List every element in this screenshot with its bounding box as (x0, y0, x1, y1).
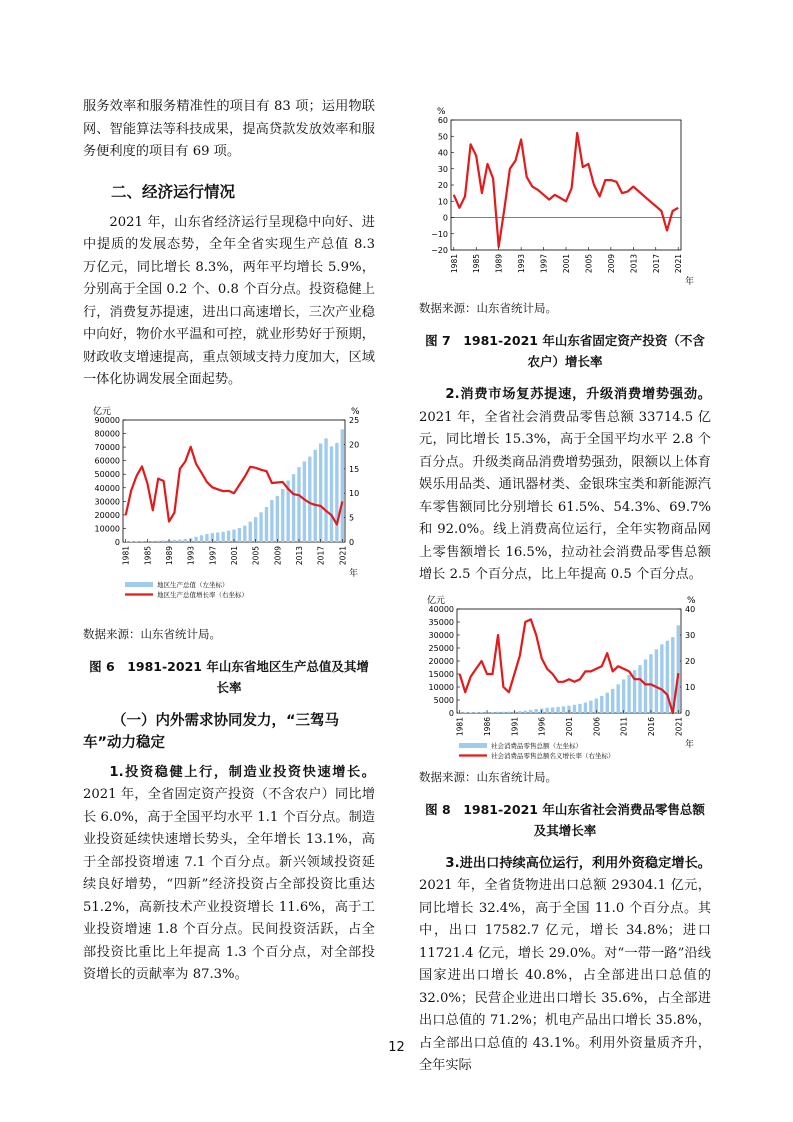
x-tick-label: 2001 (562, 254, 571, 274)
paragraph-investment-body: 2021 年，全省固定资产投资（不含农户）同比增长 6.0%，高于全国平均水平 1.1 个百分点。制造业投资延续快速增长势头，全年增长 13.1%，高于全部投资增速 7.1 个百分点。新兴领域投资延续良好增势，“四新”经济投资占全部投资比重达 51.2%，高新技术产业投资增长 11.6%，高于工业投资增速 1.8 个百分点。民间投资活跃，占全部投资比重比上年提高 1.3 个百分点，对全部投资增长的贡献率为 87.3%。 (83, 787, 375, 982)
figure-6-caption: 图 6 1981-2021 年山东省地区生产总值及其增长率 (89, 658, 369, 695)
x-tick-label: 2017 (651, 254, 661, 274)
bar (627, 675, 630, 713)
x-tick-label: 2001 (565, 716, 574, 736)
bar (243, 525, 246, 541)
right-column (419, 100, 711, 1078)
bar (584, 702, 587, 712)
bar (259, 512, 262, 542)
bar (281, 488, 284, 541)
bar (606, 692, 609, 712)
bar (276, 496, 279, 542)
x-tick-label: 1981 (455, 716, 465, 736)
bar (502, 711, 505, 712)
bar (496, 711, 499, 712)
x-tick-label: 2006 (592, 716, 602, 736)
x-tick-label: 2017 (316, 545, 326, 565)
y-unit-label: % (437, 107, 446, 117)
right-unit-label: % (351, 406, 360, 417)
y-tick-label: 0 (442, 213, 448, 223)
bar (303, 461, 306, 542)
bar (589, 700, 592, 712)
figure-7-chart (419, 100, 711, 292)
y-tick-label: 25000 (428, 643, 454, 653)
bar (216, 532, 219, 542)
y-tick-label: 20 (437, 181, 448, 190)
y-right-tick-label: 20 (349, 439, 360, 449)
bar (660, 644, 663, 713)
bar (151, 540, 154, 541)
bar (655, 649, 658, 713)
legend-label: 地区生产总值（左坐标） (157, 580, 229, 589)
bar (330, 446, 333, 542)
x-unit-label: 年 (685, 739, 695, 750)
x-tick-label: 2013 (629, 254, 639, 274)
bar (162, 540, 165, 542)
paragraph-investment-lead: 1.投资稳健上行，制造业投资快速增长。 (109, 764, 375, 780)
y-right-tick-label: 20 (685, 656, 696, 666)
legend-label: 社会消费品零售总额名义增长率（右坐标） (491, 751, 615, 760)
y-right-tick-label: 10 (685, 682, 696, 692)
x-tick-label: 1996 (537, 716, 547, 736)
figure-8-caption: 图 8 1981-2021 年山东省社会消费品零售总额及其增长率 (425, 801, 705, 838)
legend-swatch-bar (125, 582, 153, 587)
bar (135, 541, 138, 542)
y-tick-label: 60000 (94, 456, 120, 466)
bar (254, 517, 257, 542)
y-tick-label: 10000 (94, 523, 120, 533)
y-right-tick-label: 25 (349, 415, 360, 425)
bar (178, 539, 181, 541)
x-tick-label: 1985 (143, 545, 153, 565)
bar (297, 467, 300, 542)
x-tick-label: 1991 (510, 716, 520, 736)
bar (157, 540, 160, 541)
bar (194, 536, 197, 541)
bar (578, 703, 581, 712)
bar (200, 535, 203, 542)
y-tick-label: 5000 (433, 695, 454, 705)
legend-swatch-bar (459, 743, 487, 748)
bar (238, 528, 241, 542)
y-tick-label: 70000 (94, 442, 120, 452)
figure-7-source: 数据来源：山东省统计局。 (419, 301, 557, 315)
bar (677, 625, 680, 713)
x-tick-label: 2021 (674, 254, 684, 274)
paragraph-overview: 2021 年，山东省经济运行呈现稳中向好、进中提质的发展态势，全年全省实现生产总值 8.3 万亿元，同比增长 8.3%，两年平均增长 5.9%，分别高于全国 0.2 个、0.8 个百分点。投资稳健上行，消费复苏提速，进出口高速增长，三次产业稳中向好，物价水平温和可控，就业形势好于预期，财政收支增速提高，重点领域支持力度加大，区域一体化协调发展全面起势。 (83, 214, 375, 387)
bar (480, 712, 483, 713)
y-tick-label: 20000 (428, 656, 454, 666)
y-tick-label: 10000 (428, 682, 454, 692)
y-tick-label: 40000 (428, 604, 454, 614)
bar (556, 706, 559, 712)
x-tick-label: 2009 (273, 545, 283, 565)
bar (469, 712, 472, 713)
paragraph-trade-body: 2021 年，全省货物进出口总额 29304.1 亿元，同比增长 32.4%，高于全国 11.0 个百分点。其中，出口 17582.7 亿元，增长 34.8%；进口 11721.4 亿元，增长 29.0%。对“一带一路”沿线国家进出口增长 40.8%，占全部进出口总值的 32.0%；民营企业进出口增长 35.6%，占全部进出口总值的 71.2%；机电产品出口增长 35.8%，占全部出口总值的 43.1%。利用外资量质齐升，全年实际 (419, 878, 711, 1073)
y-tick-label: 90000 (94, 415, 120, 425)
y-tick-label: 40 (437, 148, 448, 158)
y-tick-label: 50 (437, 132, 448, 142)
y-tick-label: 10 (437, 197, 448, 207)
x-tick-label: 1993 (186, 545, 196, 565)
left-column (83, 96, 375, 987)
bar (611, 688, 614, 712)
plot-frame (451, 120, 681, 250)
x-tick-label: 1989 (165, 545, 175, 565)
y-tick-label: −20 (431, 246, 448, 255)
bar (184, 539, 187, 542)
bar (205, 534, 208, 542)
bar (573, 704, 576, 712)
x-tick-label: 1989 (494, 254, 504, 274)
bar (270, 500, 273, 542)
y-right-tick-label: 0 (349, 537, 355, 547)
y-tick-label: −10 (431, 229, 448, 239)
x-tick-label: 1986 (483, 716, 493, 736)
x-tick-label: 1997 (208, 545, 218, 565)
bar (308, 456, 311, 541)
paragraph-intro: 服务效率和服务精准性的项目有 83 项；运用物联网、智能算法等科技成果，提高贷款发放效率和服务便利度的项目有 69 项。 (83, 99, 375, 159)
bar (644, 659, 647, 713)
x-tick-label: 1985 (472, 254, 482, 274)
bar (324, 438, 327, 542)
bar (622, 679, 625, 713)
bar (173, 539, 176, 541)
bar (265, 507, 268, 542)
bar (562, 706, 565, 713)
x-tick-label: 2021 (674, 716, 684, 736)
bar (474, 712, 477, 713)
x-tick-label: 1997 (539, 254, 549, 274)
y-tick-label: 35000 (428, 617, 454, 627)
page-number: 12 (388, 1040, 405, 1055)
paragraph-consumption-body: 2021 年，全省社会消费品零售总额 33714.5 亿元，同比增长 15.3%，高于全国平均水平 2.8 个百分点。升级类商品消费增势强劲，限额以上体育娱乐用品类、通讯器材类、金银珠宝类和新能源汽车零售额同比分别增长 61.5%、54.3%、69.7%和 92.0%。线上消费高位运行，全年实物商品网上零售额增长 16.5%，拉动社会消费品零售总额增长 2.5 个百分点，比上年提高 0.5 个百分点。 (419, 409, 711, 582)
y-right-tick-label: 15 (349, 464, 360, 474)
y-right-tick-label: 0 (685, 708, 691, 718)
bar (335, 442, 338, 541)
bar (545, 707, 548, 712)
y-tick-label: 0 (114, 537, 120, 547)
y-tick-label: 30000 (428, 630, 454, 640)
paragraph-trade-lead: 3.进出口持续高位运行，利用外资稳定增长。 (445, 855, 711, 871)
x-tick-label: 2021 (338, 545, 348, 565)
x-unit-label: 年 (349, 568, 359, 579)
figure-8-source: 数据来源：山东省统计局。 (419, 769, 557, 784)
bar (524, 710, 527, 712)
plot-frame (123, 420, 345, 542)
y-right-tick-label: 5 (349, 513, 355, 523)
paragraph-consumption (419, 384, 711, 587)
x-tick-label: 2016 (646, 716, 656, 736)
figure-6-chart (83, 400, 375, 618)
x-tick-label: 2005 (584, 254, 594, 274)
figure-6-source: 数据来源：山东省统计局。 (83, 626, 221, 641)
bar (551, 707, 554, 713)
x-tick-label: 1993 (517, 254, 527, 274)
bar (249, 521, 252, 541)
bar (638, 665, 641, 713)
y-tick-label: 15000 (428, 669, 454, 679)
x-tick-label: 2005 (251, 545, 261, 565)
bar (129, 541, 132, 542)
x-tick-label: 2013 (294, 545, 304, 565)
x-tick-label: 2001 (230, 545, 239, 565)
legend-label: 地区生产总值增长率（右坐标） (157, 590, 248, 599)
legend-label: 社会消费品零售总额（左坐标） (491, 741, 582, 750)
bar (227, 530, 230, 541)
y-right-tick-label: 10 (349, 488, 360, 498)
bar (616, 684, 619, 713)
bar (314, 449, 317, 541)
y-tick-label: 0 (448, 708, 454, 718)
x-tick-label: 1981 (449, 254, 459, 274)
bar (319, 443, 322, 541)
y-right-tick-label: 40 (685, 604, 696, 614)
paragraph-investment (83, 762, 375, 987)
series-line (454, 133, 678, 247)
y-tick-label: 40000 (94, 483, 120, 493)
figure-7-caption: 图 7 1981-2021 年山东省固定资产投资（不含农户）增长率 (425, 333, 705, 369)
x-unit-label: 年 (685, 277, 695, 287)
x-tick-label: 2011 (619, 716, 629, 736)
subsection-title: （一）内外需求协同发力，“三驾马车”动力稳定 (83, 712, 340, 751)
bar (507, 711, 510, 712)
plot-frame (457, 609, 681, 713)
left-unit-label: 亿元 (93, 406, 112, 417)
bar (600, 695, 603, 712)
bar (529, 709, 532, 712)
x-tick-label: 2009 (606, 254, 616, 274)
y-tick-label: 60 (437, 116, 448, 125)
bar (221, 531, 224, 541)
x-tick-label: 1981 (121, 545, 131, 565)
y-tick-label: 30 (437, 164, 448, 174)
bar (535, 709, 538, 713)
y-right-tick-label: 30 (685, 630, 696, 640)
bar (491, 712, 494, 713)
figure-8-chart (419, 593, 711, 761)
y-tick-label: 20000 (94, 510, 120, 520)
left-unit-label: 亿元 (427, 595, 446, 606)
bar (140, 541, 143, 542)
y-tick-label: 50000 (94, 469, 120, 479)
paragraph-consumption-lead: 2.消费市场复苏提速，升级消费增势强劲。 (445, 387, 711, 402)
y-tick-label: 30000 (94, 496, 120, 506)
y-tick-label: 80000 (94, 429, 120, 439)
bar (292, 474, 295, 542)
bar (518, 711, 521, 713)
section-title: 二、经济运行情况 (111, 182, 236, 201)
bar (341, 429, 344, 542)
right-unit-label: % (687, 595, 696, 606)
